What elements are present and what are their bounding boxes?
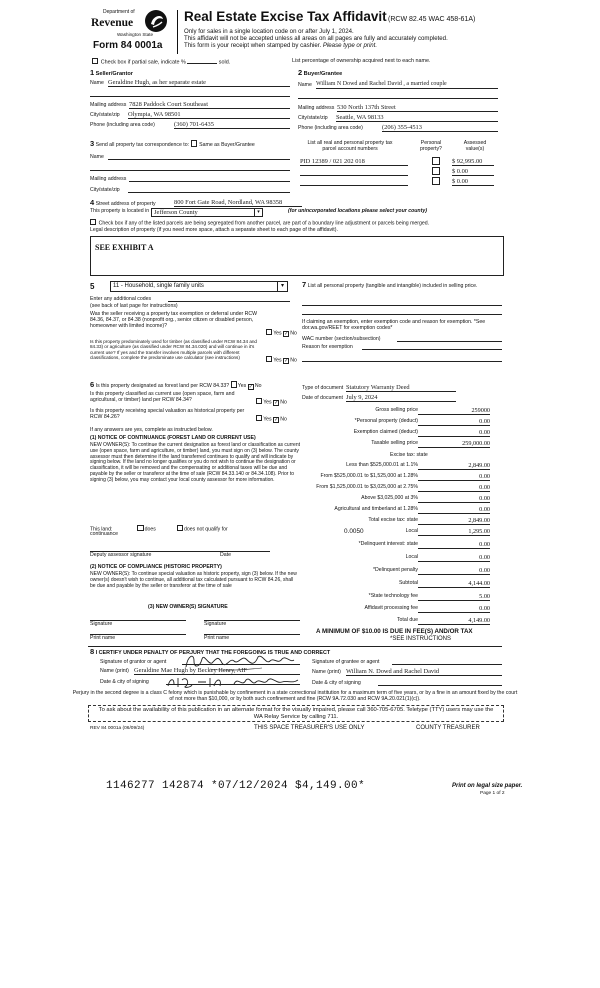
agricultural-field[interactable]: 0.00	[418, 506, 490, 514]
exemption-claimed-row: Exemption claimed (deduct) 0.00	[353, 429, 490, 436]
seller-name-row: Name Geraldine Hugh, as her separate estate	[90, 81, 290, 87]
wac-number-row: WAC number (section/subsection)	[302, 337, 502, 343]
local-rate: 0.0050	[344, 528, 364, 535]
signature-label: Signature	[90, 621, 113, 627]
ownership-note: List percentage of ownership acquired next to each name.	[292, 58, 431, 64]
timber-yes-no: Yes ✓ No	[266, 356, 297, 365]
agricultural-row: Agricultural and timberland at 1.28% 0.00	[334, 506, 490, 513]
personal-property-checkbox[interactable]	[432, 177, 440, 185]
parcel-number-field[interactable]: PID 12389 / 021 202 018	[300, 158, 408, 166]
correspondence-mailing-row: Mailing address	[90, 177, 290, 183]
tier1-row: Less than $525,000.01 at 1.1% 2,849.00	[346, 462, 490, 469]
correspondence-heading: 3 Send all property tax correspondence to: Same as Buyer/Grantee	[90, 139, 255, 148]
total-state-field[interactable]: 2,849.00	[418, 517, 490, 525]
seller-mailing-row: Mailing address 7828 Paddock Court Southeast	[90, 103, 290, 109]
current-use-yes-checkbox[interactable]	[256, 398, 262, 404]
grantee-date-field[interactable]	[378, 685, 502, 686]
assessed-col-header: Assessed value(s)	[463, 140, 487, 152]
certify-heading: 8 I CERTIFY UNDER PENALTY OF PERJURY THAT THE FOREGOING IS TRUE AND CORRECT	[90, 647, 331, 656]
notice-continuance-body: NEW OWNER(S): To continue the current designation as forest land or classification as current use (open space, farm and agriculture, or timber) land, you must sign on (3) below. The county assessor must then determine if the land transferred continues to qualify and will indicate by signing below. If the land no longer qualifies or you do not wish to continue the designation or classification, it will be removed and the compensating or additional taxes will be due and payable by the seller or transferor at the time of sale (RCW 84.33.140 or 84.34.108). Prior to signing (3) below, you may contact your local county assessor for more information.	[90, 442, 300, 483]
land-use-select[interactable]: 11 - Household, single family units ▾	[110, 281, 288, 292]
county-row: This property is located in Jefferson County ▾ (for unincorporated locations please select your county)	[90, 208, 427, 216]
subtotal-row: Subtotal 4,144.00	[398, 580, 490, 587]
minimum-due-note: A MINIMUM OF $10.00 IS DUE IN FEE(S) AND/OR TAX	[316, 628, 473, 635]
tier3-row: From $1,525,000.01 to $3,025,000 at 2.75% 0.00	[316, 484, 490, 491]
grantor-handwritten-date	[164, 674, 304, 690]
print-name-label: Print name	[204, 635, 230, 641]
tier1-field[interactable]: 2,849.00	[418, 462, 490, 470]
continuance-label: continuance	[90, 531, 118, 537]
additional-codes-row: Enter any additional codes	[90, 297, 290, 303]
partial-sale-row: Check box if partial sale, indicate % sold.	[92, 58, 230, 66]
seller-city-field[interactable]: Olympia, WA 98501	[128, 111, 290, 119]
buyer-mailing-field[interactable]: 530 North 137th Street	[337, 104, 498, 112]
form-number: Form 84 0001a	[93, 40, 163, 51]
grantee-signature-field[interactable]	[392, 664, 502, 665]
taxable-selling-price-row: Taxable selling price 259,000.00	[371, 440, 490, 447]
if-yes-note: If any answers are yes, complete as instructed below.	[90, 427, 213, 433]
tier4-field[interactable]: 0.00	[418, 495, 490, 503]
buyer-phone-row: Phone (including area code) (206) 355-4513	[298, 126, 498, 132]
buyer-heading: 2 Buyer/Grantee	[298, 68, 343, 77]
historical-yes-no: Yes ✓ No	[256, 415, 287, 424]
total-due-field[interactable]: 4,149.00	[418, 617, 490, 625]
cashier-stamp: 1146277 142874 *07/12/2024 $4,149.00*	[106, 780, 366, 792]
tier4-row: Above $3,025,000 at 3% 0.00	[361, 495, 490, 502]
doc-date-row: Date of document July 9, 2024	[302, 396, 502, 402]
exemption-yes-no: Yes ✓ No	[266, 329, 297, 338]
street-address-field[interactable]: 800 Fort Gate Road, Nordland, WA 98358	[174, 199, 302, 207]
grantee-date-row: Date & city of signing	[312, 681, 502, 687]
accessibility-box	[88, 705, 504, 722]
gross-selling-price-field[interactable]: 259000	[418, 407, 490, 415]
same-as-buyer-checkbox[interactable]	[191, 140, 197, 146]
title-block	[184, 9, 504, 25]
doc-date-field[interactable]: July 9, 2024	[346, 394, 456, 402]
notice-compliance-title: (2) NOTICE OF COMPLIANCE (HISTORIC PROPERTY)	[90, 564, 222, 570]
personal-property-deduct-field[interactable]: 0.00	[418, 418, 490, 426]
dept-name: Revenue	[91, 17, 134, 29]
deputy-date-label: Date	[220, 552, 231, 558]
header-notice-3: This form is your receipt when stamped by cashier. Please type or print.	[184, 42, 378, 49]
historical-no-checkbox[interactable]	[273, 417, 279, 423]
print-name-label: Print name	[90, 635, 116, 641]
delinquent-state-field[interactable]: 0.00	[418, 541, 490, 549]
doc-type-row: Type of document Statutory Warranty Deed	[302, 386, 502, 392]
signature-label: Signature	[204, 621, 227, 627]
correspondence-mailing-field[interactable]	[129, 181, 290, 182]
seller-mailing-field[interactable]: 7828 Paddock Court Southeast	[129, 101, 290, 109]
see-instructions-note: *SEE INSTRUCTIONS	[390, 636, 452, 642]
reason-field[interactable]	[362, 349, 502, 350]
personal-property-heading: 7 List all personal property (tangible and intangible) included in selling price.	[302, 280, 478, 289]
excise-tax-state-label: Excise tax: state	[390, 452, 428, 458]
technology-fee-field[interactable]: 5.00	[418, 593, 490, 601]
header-divider	[177, 10, 178, 54]
correspondence-name-row: Name	[90, 155, 290, 161]
subtotal-field[interactable]: 4,144.00	[418, 580, 490, 588]
parcel-row	[300, 158, 483, 165]
local-tax-field[interactable]: 1,295.00	[418, 528, 490, 536]
wac-number-field[interactable]	[397, 341, 502, 342]
legal-description-box[interactable]	[90, 236, 504, 276]
correspondence-city-row: City/state/zip	[90, 188, 290, 194]
does-not-checkbox[interactable]	[177, 525, 183, 531]
grantor-name-row: Name (print) Geraldine Mae Hugh by Beckey Henry, AIF	[100, 669, 300, 675]
segregated-checkbox[interactable]	[90, 219, 96, 225]
claim-exemption-note: If claiming an exemption, enter exemption code and reason for exemption. *See dor.wa.gov/REET for exemption codes*	[302, 319, 486, 331]
county-select[interactable]: Jefferson County ▾	[151, 208, 263, 217]
header-notice-1: Only for sales in a single location code on or after July 1, 2024.	[184, 28, 354, 35]
grantee-name-row: Name (print) William N. Dowd and Rachel David	[312, 670, 502, 676]
forest-question: 6 Is this property designated as forest land per RCW 84.33? Yes ✓ No	[90, 381, 300, 390]
dor-logo-block	[91, 8, 173, 54]
form-title: Real Estate Excise Tax Affidavit	[184, 9, 387, 24]
historical-question: Is this property receiving special valuation as historical property per RCW 84.26?	[90, 408, 245, 420]
total-due-row: Total due 4,149.00	[396, 617, 490, 624]
county-treasurer-label: COUNTY TREASURER	[416, 725, 480, 731]
tier2-row: From $525,000.01 to $1,525,000 at 1.28% 0.00	[320, 473, 490, 480]
legal-size-note: Print on legal size paper.	[452, 783, 523, 789]
forest-no-checkbox[interactable]	[248, 384, 254, 390]
notice-compliance-body: NEW OWNER(S): To continue special valuation as historic property, sign (3) below. If the new owner(s) doesn't wish to continue, all additional tax calculated pursuant to RCW 84.26, shall be due and payable by the seller or transferor at the time of sale	[90, 571, 297, 589]
buyer-phone-field[interactable]: (206) 355-4513	[382, 124, 498, 132]
additional-codes-field[interactable]	[168, 301, 290, 302]
dept-of-label: Department of	[103, 9, 135, 15]
current-use-no-checkbox[interactable]	[273, 400, 279, 406]
new-owner-signature-heading: (3) NEW OWNER(S) SIGNATURE	[148, 604, 228, 610]
rcw-reference: (RCW 82.45 WAC 458-61A)	[388, 16, 476, 23]
gross-selling-price-row: Gross selling price 259000	[375, 407, 490, 414]
grantee-name-field[interactable]: William N. Dowd and Rachel David	[346, 668, 502, 676]
buyer-name-field[interactable]: William N Dowd and Rachel David , a married couple	[316, 81, 498, 89]
chevron-down-icon[interactable]: ▾	[254, 209, 262, 216]
delinquent-local-row: Local 0.00	[405, 554, 490, 561]
delinquent-local-field[interactable]: 0.00	[418, 554, 490, 562]
exemption-question: Was the seller receiving a property tax exemption or deferral under RCW 84.36, 84.37, or 84.38 (nonprofit org., senior citizen or disabled person, homeowner with limited income)?	[90, 311, 258, 329]
parcel-number-field[interactable]	[300, 178, 408, 186]
parcel-number-field[interactable]	[300, 168, 408, 176]
header-notice-2: This affidavit will not be accepted unless all areas on all pages are fully and accurately completed.	[184, 35, 448, 42]
forest-yes-checkbox[interactable]	[231, 381, 237, 387]
processing-fee-field[interactable]: 0.00	[418, 605, 490, 613]
does-checkbox[interactable]	[137, 525, 143, 531]
buyer-city-row: City/state/zip Seattle, WA 98133	[298, 116, 498, 122]
notice-continuance-title: (1) NOTICE OF CONTINUANCE (FOREST LAND OR CURRENT USE)	[90, 435, 256, 441]
street-address-row: 4 Street address of property 800 Fort Gate Road, Nordland, WA 98358	[90, 199, 300, 208]
dor-swirl-icon	[144, 9, 168, 33]
delinquent-penalty-field[interactable]: 0.00	[418, 567, 490, 575]
this-land-row: This land: does does not qualify for	[90, 526, 228, 533]
legal-description-label: Legal description of property (if you need more space, attach a separate sheet to each page of the affidavit).	[90, 227, 338, 233]
treasurer-use-label: THIS SPACE TREASURER'S USE ONLY	[254, 725, 365, 731]
grantor-date-row: Date & city of signing	[100, 680, 300, 686]
parcel-row	[300, 178, 470, 185]
tier2-field[interactable]: 0.00	[418, 473, 490, 481]
personal-property-checkbox[interactable]	[432, 167, 440, 175]
parcel-col-header: List all real and personal property tax parcel account numbers	[307, 140, 393, 152]
delinquent-state-row: *Delinquent interest: state 0.00	[358, 541, 490, 548]
page-number: Page 1 of 2	[480, 791, 505, 796]
correspondence-name-field[interactable]	[108, 159, 290, 160]
delinquent-penalty-row: *Delinquent penalty 0.00	[373, 567, 490, 574]
county-note: (for unincorporated locations please select your county)	[288, 208, 427, 214]
timber-no-checkbox[interactable]	[283, 358, 289, 364]
buyer-name-row: Name William N Dowd and Rachel David , a married couple	[298, 83, 498, 89]
reason-row: Reason for exemption	[302, 345, 502, 351]
parcel-row	[300, 168, 470, 175]
seller-name-field[interactable]: Geraldine Hugh, as her separate estate	[108, 79, 290, 87]
assessed-value-field[interactable]: $ 0.00	[452, 178, 494, 186]
see-back-note: (see back of last page for instructions)	[90, 303, 178, 309]
section5-num: 5	[90, 282, 95, 291]
seller-heading: 1 Seller/Grantor	[90, 68, 133, 77]
current-use-yes-no: Yes ✓ No	[256, 398, 287, 407]
timber-question: Is this property predominately used for timber (as classified under RCW 84.34 and 84.33) or agriculture (as classified under RCW 84.34.020) and will continue in it's current use? If yes and the transfer involves multiple parcels with different classifications, complete the predominate use calculator (see instructions)	[90, 339, 257, 360]
assessed-value-field[interactable]: $ 92,995.00	[452, 158, 494, 166]
exemption-claimed-field[interactable]: 0.00	[418, 429, 490, 437]
chevron-down-icon[interactable]: ▾	[277, 282, 287, 291]
revision-label: REV 84 0001a (06/09/24)	[90, 726, 145, 731]
grantor-signature-row: Signature of grantor or agent	[100, 660, 300, 666]
state-label: Washington State	[117, 32, 154, 37]
doc-type-field[interactable]: Statutory Warranty Deed	[346, 384, 456, 392]
personal-property-checkbox[interactable]	[432, 157, 440, 165]
grantor-name-field[interactable]: Geraldine Mae Hugh by Beckey Henry, AIF	[134, 667, 300, 675]
grantee-signature-row: Signature of grantee or agent	[312, 660, 502, 666]
exemption-no-checkbox[interactable]	[283, 331, 289, 337]
segregated-row: Check box if any of the listed parcels are being segregated from another parcel, are part of a boundary line adjustment or parcels being merged.	[90, 219, 510, 228]
correspondence-city-field[interactable]	[128, 192, 290, 193]
seller-city-row: City/state/zip Olympia, WA 98501	[90, 113, 290, 119]
timber-yes-checkbox[interactable]	[266, 356, 272, 362]
seller-phone-field[interactable]: (360) 701-6435	[174, 121, 290, 129]
seller-phone-row: Phone (including area code) (360) 701-6435	[90, 123, 290, 129]
exemption-yes-checkbox[interactable]	[266, 329, 272, 335]
processing-fee-row: Affidavit processing fee 0.00	[364, 605, 490, 612]
personal-property-deduct-row: *Personal property (deduct) 0.00	[354, 418, 490, 425]
partial-sale-checkbox[interactable]	[92, 58, 98, 64]
perjury-notice: Perjury in the second degree is a class C felony which is punishable by confinement in a state correctional institution for a maximum term of five years, or by a fine in an amount fixed by the court of not more than $10,000, or by both such confinement and fine (RCW 9A.72.030 and RCW 9A.20.021(1)(c)).	[72, 690, 518, 702]
accessibility-notice: To ask about the availability of this publication in an alternate format for the visually impaired, please call 360-705-6705. Teletype (TTY) users may use the WA Relay Service by calling 711.	[98, 707, 494, 720]
buyer-city-field[interactable]: Seattle, WA 98133	[336, 114, 498, 122]
buyer-mailing-row: Mailing address 530 North 137th Street	[298, 106, 498, 112]
personal-col-header: Personal property?	[420, 140, 442, 152]
total-state-row: Total excise tax: state 2,849.00	[368, 517, 490, 524]
technology-fee-row: *State technology fee 5.00	[368, 593, 490, 600]
historical-yes-checkbox[interactable]	[256, 415, 262, 421]
legal-description-text: SEE EXHIBIT A	[95, 243, 154, 252]
tier3-field[interactable]: 0.00	[418, 484, 490, 492]
deputy-signature-label: Deputy assessor signature	[90, 552, 152, 558]
taxable-selling-price-field[interactable]: 259,000.00	[418, 440, 490, 448]
local-tax-row: 0.0050 Local 1,295.00	[344, 528, 490, 535]
current-use-question: Is this property classified as current use (open space, farm and agricultural, or timber) land per RCW 84.34?	[90, 391, 235, 403]
assessed-value-field[interactable]: $ 0.00	[452, 168, 494, 176]
